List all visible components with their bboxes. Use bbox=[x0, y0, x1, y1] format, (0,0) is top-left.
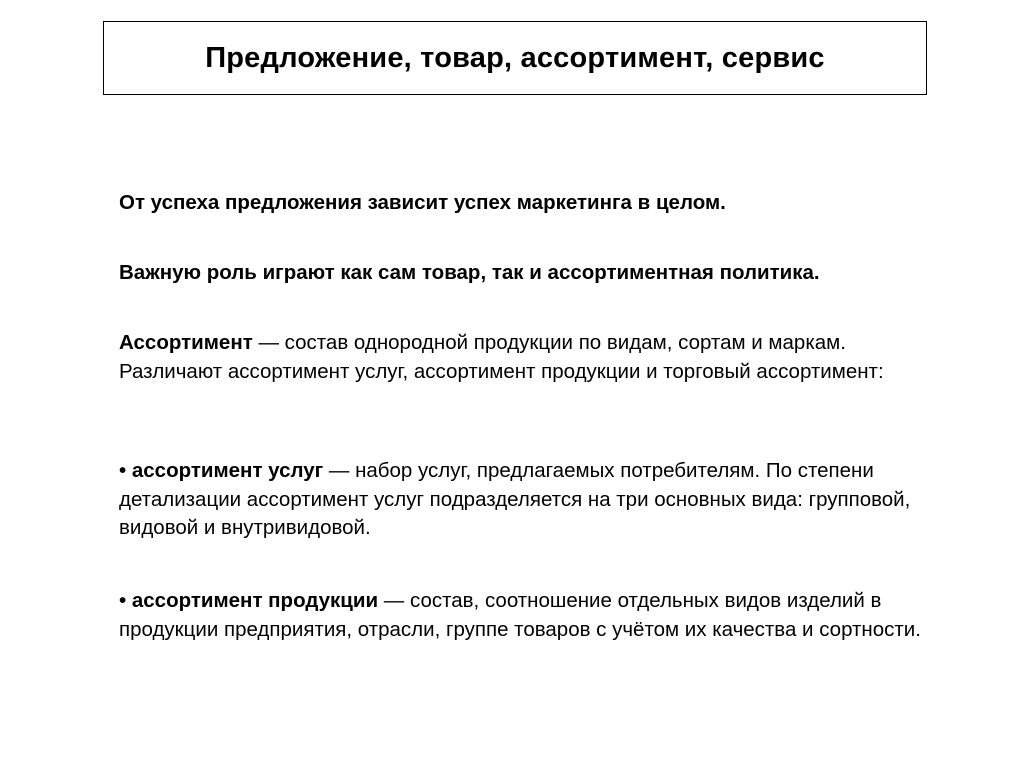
definition-text: — состав, соотношение отдельных видов изделий в продукции предприятия, отрасли, группе товаров с учётом их качества и сортности. bbox=[119, 589, 921, 641]
paragraph-assortment-definition bbox=[119, 329, 949, 386]
definition-text: — набор услуг, предлагаемых потребителям. По степени детализации ассортимент услуг подразделяется на три основных вида: групповой, видовой и внутривидовой. bbox=[119, 459, 911, 539]
paragraph-offer-success bbox=[119, 189, 949, 218]
bullet-service-assortment bbox=[119, 457, 949, 543]
definition-text: — состав однородной продукции по видам, сортам и маркам. Различают ассортимент услуг, ассортимент продукции и торговый ассортимент: bbox=[119, 331, 884, 383]
paragraph-bold-text: От успеха предложения зависит успех маркетинга в целом. bbox=[119, 191, 726, 214]
term-service-assortment: • ассортимент услуг bbox=[119, 459, 324, 482]
term-product-assortment: • ассортимент продукции bbox=[119, 589, 379, 612]
slide-title-box bbox=[103, 21, 927, 95]
term-assortment: Ассортимент bbox=[119, 331, 253, 354]
slide-title: Предложение, товар, ассортимент, сервис bbox=[205, 41, 825, 74]
bullet-product-assortment bbox=[119, 587, 949, 644]
paragraph-assortment-policy bbox=[119, 259, 949, 288]
paragraph-bold-text: Важную роль играют как сам товар, так и ассортиментная политика. bbox=[119, 261, 820, 284]
